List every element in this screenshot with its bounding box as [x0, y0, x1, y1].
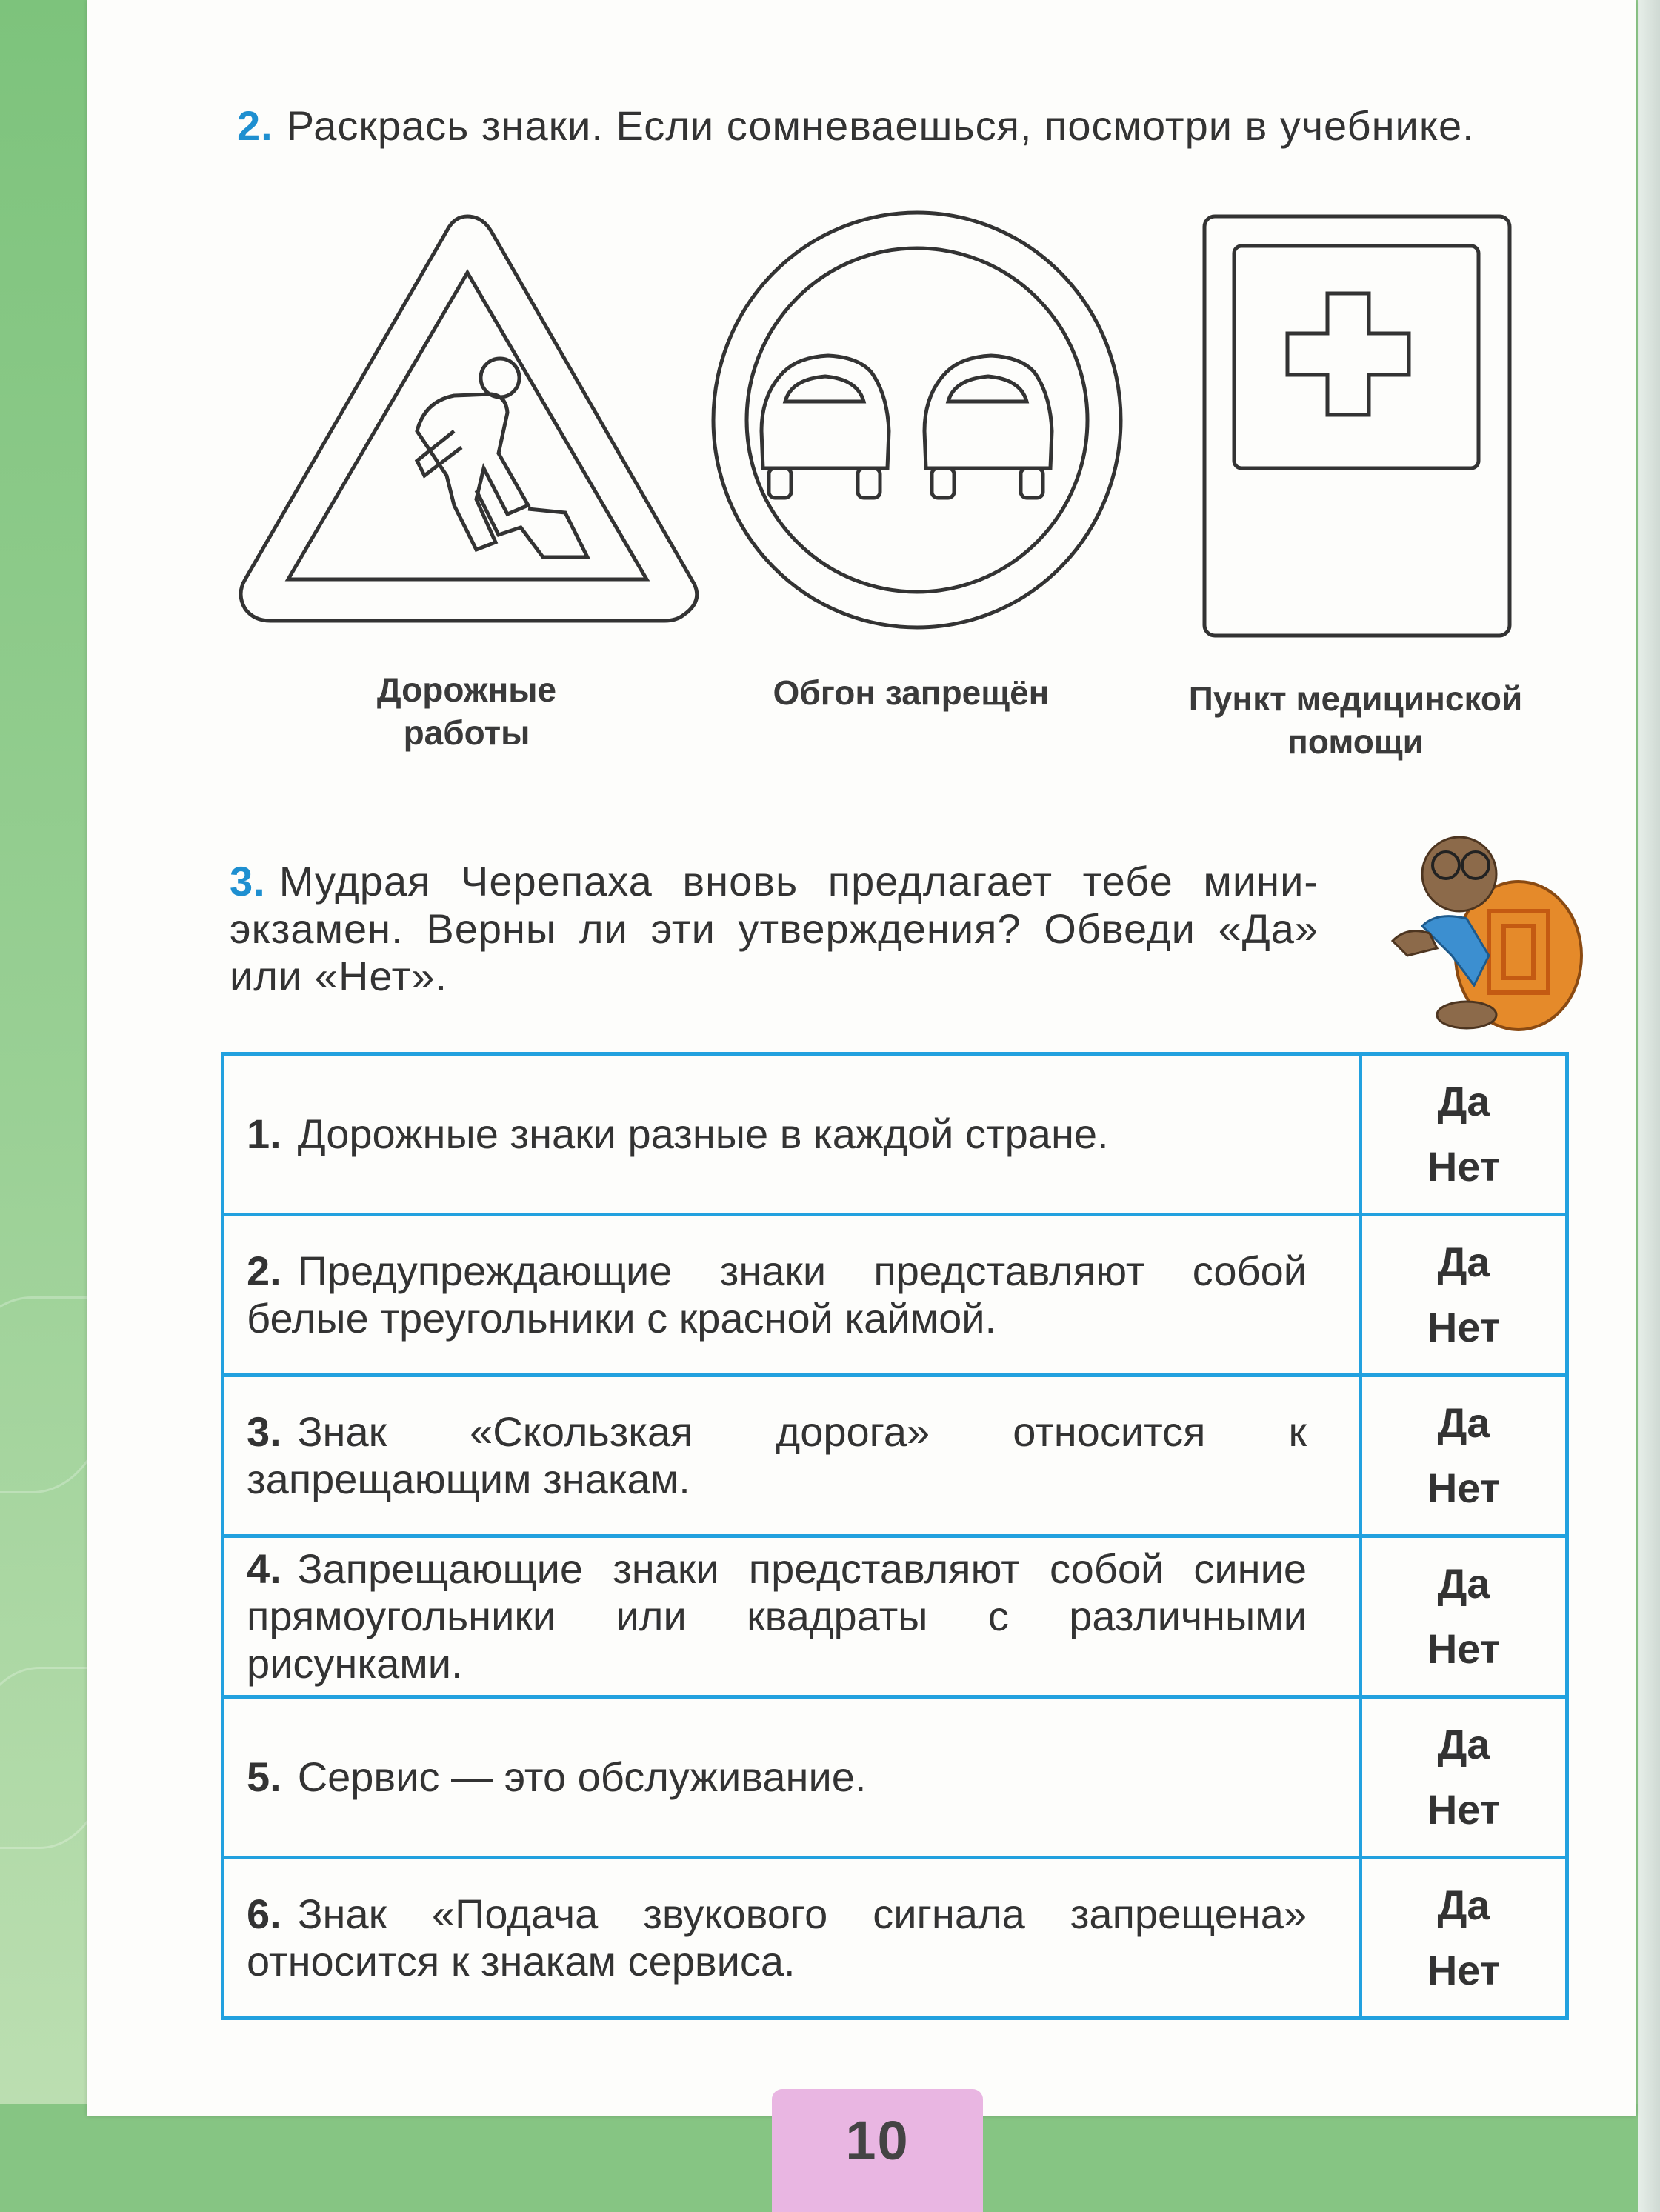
- table-row: [223, 1054, 1567, 1215]
- answer-no[interactable]: Нет: [1427, 1625, 1501, 1672]
- table-row: [223, 1697, 1567, 1858]
- answer-no[interactable]: Нет: [1427, 1143, 1501, 1190]
- sign-caption-no-overtaking: [711, 671, 1111, 714]
- statement-text: Знак «Скользкая дорога» относится к запрещающим знакам.: [247, 1408, 1307, 1502]
- statement-number: 2.: [247, 1247, 281, 1294]
- statement-text: Сервис — это обслуживание.: [297, 1753, 867, 1800]
- wise-turtle-icon: [1378, 822, 1585, 1037]
- statement-number: 6.: [247, 1890, 281, 1937]
- caption-line: Дорожные: [376, 670, 557, 709]
- statement-number: 5.: [247, 1753, 281, 1800]
- task-number: 3.: [230, 858, 266, 905]
- statement-text: Знак «Подача звукового сигнала запрещена» относится к знакам сервиса.: [247, 1890, 1307, 1985]
- statement-cell: [223, 1858, 1361, 2019]
- caption-line: работы: [403, 713, 530, 752]
- answer-cell: [1361, 1697, 1567, 1858]
- first-aid-sign-icon[interactable]: [1201, 213, 1513, 639]
- answer-cell: [1361, 1858, 1567, 2019]
- statement-cell: [223, 1536, 1361, 1697]
- road-works-sign-icon[interactable]: [232, 209, 703, 628]
- answer-cell: [1361, 1215, 1567, 1376]
- statement-cell: [223, 1376, 1361, 1536]
- caption-line: помощи: [1287, 722, 1424, 761]
- true-false-table: [221, 1052, 1569, 2020]
- statement-number: 1.: [247, 1110, 281, 1157]
- task-text: Раскрась знаки. Если сомневаешься, посмотри в учебнике.: [286, 102, 1475, 149]
- answer-yes[interactable]: Да: [1437, 1721, 1490, 1768]
- answer-yes[interactable]: Да: [1437, 1078, 1490, 1125]
- answer-cell: [1361, 1536, 1567, 1697]
- statement-text: Дорожные знаки разные в каждой стране.: [297, 1110, 1109, 1157]
- answer-no[interactable]: Нет: [1427, 1786, 1501, 1833]
- statement-text: Запрещающие знаки представляют собой синие прямоугольники или квадраты с различными рисунками.: [247, 1545, 1307, 1687]
- answer-yes[interactable]: Да: [1437, 1560, 1490, 1607]
- task-3-instruction: [230, 858, 1319, 1000]
- statement-cell: [223, 1215, 1361, 1376]
- statement-number: 3.: [247, 1408, 281, 1455]
- table-row: [223, 1376, 1567, 1536]
- page-spine: [1638, 0, 1660, 2212]
- table-row: [223, 1215, 1567, 1376]
- answer-yes[interactable]: Да: [1437, 1882, 1490, 1928]
- caption-line: Пункт медицинской: [1188, 679, 1523, 718]
- statement-cell: [223, 1697, 1361, 1858]
- answer-no[interactable]: Нет: [1427, 1947, 1501, 1993]
- table-row: [223, 1858, 1567, 2019]
- page-number: 10: [845, 2110, 910, 2171]
- sign-caption-first-aid: [1133, 677, 1578, 763]
- page-number-tab: [772, 2089, 983, 2212]
- statement-cell: [223, 1054, 1361, 1215]
- caption-line: Обгон запрещён: [773, 673, 1050, 712]
- task-2-instruction: [237, 102, 1563, 150]
- table-row: [223, 1536, 1567, 1697]
- sign-caption-road-works: [330, 668, 604, 754]
- statement-text: Предупреждающие знаки представляют собой белые треугольники с красной каймой.: [247, 1247, 1307, 1342]
- answer-no[interactable]: Нет: [1427, 1465, 1501, 1511]
- task-text: Мудрая Черепаха вновь предлагает тебе мини-экзамен. Верны ли эти утверждения? Обведи «Да» или «Нет».: [230, 858, 1319, 999]
- answer-yes[interactable]: Да: [1437, 1239, 1490, 1285]
- no-overtaking-sign-icon[interactable]: [710, 209, 1124, 631]
- answer-cell: [1361, 1376, 1567, 1536]
- statement-number: 4.: [247, 1545, 281, 1592]
- answer-yes[interactable]: Да: [1437, 1399, 1490, 1446]
- answer-no[interactable]: Нет: [1427, 1304, 1501, 1350]
- answer-cell: [1361, 1054, 1567, 1215]
- task-number: 2.: [237, 102, 273, 149]
